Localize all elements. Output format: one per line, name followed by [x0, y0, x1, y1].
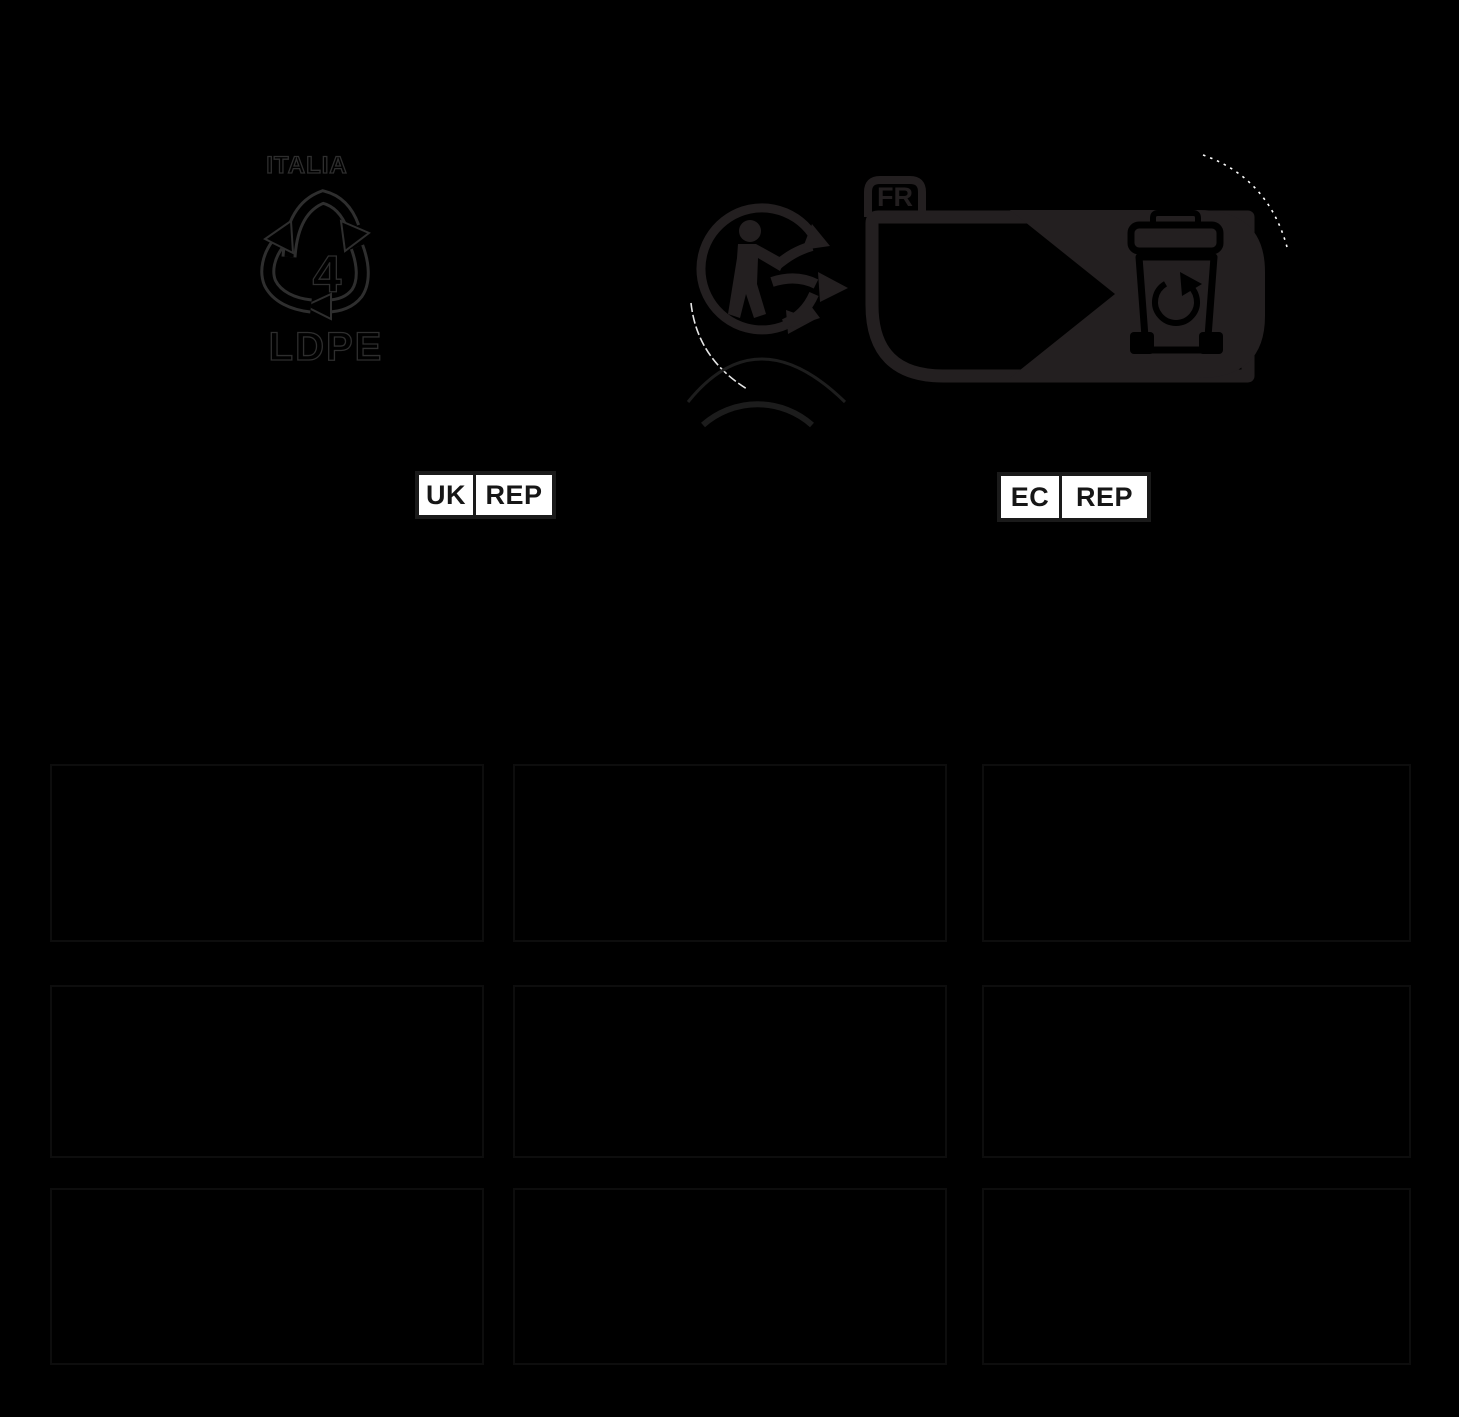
- uk-rep-code: UK: [419, 475, 476, 515]
- triman-arrows: [772, 224, 848, 328]
- uk-rep-badge: [415, 471, 556, 519]
- triman-sorting-tag: [858, 172, 1278, 387]
- decorative-arc-dark-lower: [703, 404, 812, 425]
- ec-rep-label: REP: [1075, 481, 1134, 512]
- ldpe-material-label: LDPE: [268, 325, 384, 369]
- uk-rep-label: REP: [485, 479, 543, 510]
- ec-rep-code: EC: [1001, 476, 1062, 518]
- fr-country-label: FR: [877, 182, 913, 212]
- faint-table-cell-r3c3: [982, 1188, 1411, 1365]
- triman-person: [728, 220, 785, 318]
- faint-table-cell-r2c2: [513, 985, 947, 1158]
- ldpe-recycling-symbol: [245, 135, 405, 380]
- ldpe-resin-code: 4: [312, 246, 342, 304]
- faint-table-cell-r3c1: [50, 1188, 484, 1365]
- ldpe-country-label: ITALIA: [266, 152, 348, 179]
- faint-table-cell-r2c3: [982, 985, 1411, 1158]
- faint-table-cell-r1c1: [50, 764, 484, 942]
- triman-icon: [690, 198, 860, 348]
- faint-table-cell-r1c2: [513, 764, 947, 942]
- decorative-arc-dark-upper: [688, 359, 845, 402]
- faint-table-cell-r3c2: [513, 1188, 947, 1365]
- ec-rep-badge: [997, 472, 1151, 522]
- faint-table-cell-r2c1: [50, 985, 484, 1158]
- faint-table-cell-r1c3: [982, 764, 1411, 942]
